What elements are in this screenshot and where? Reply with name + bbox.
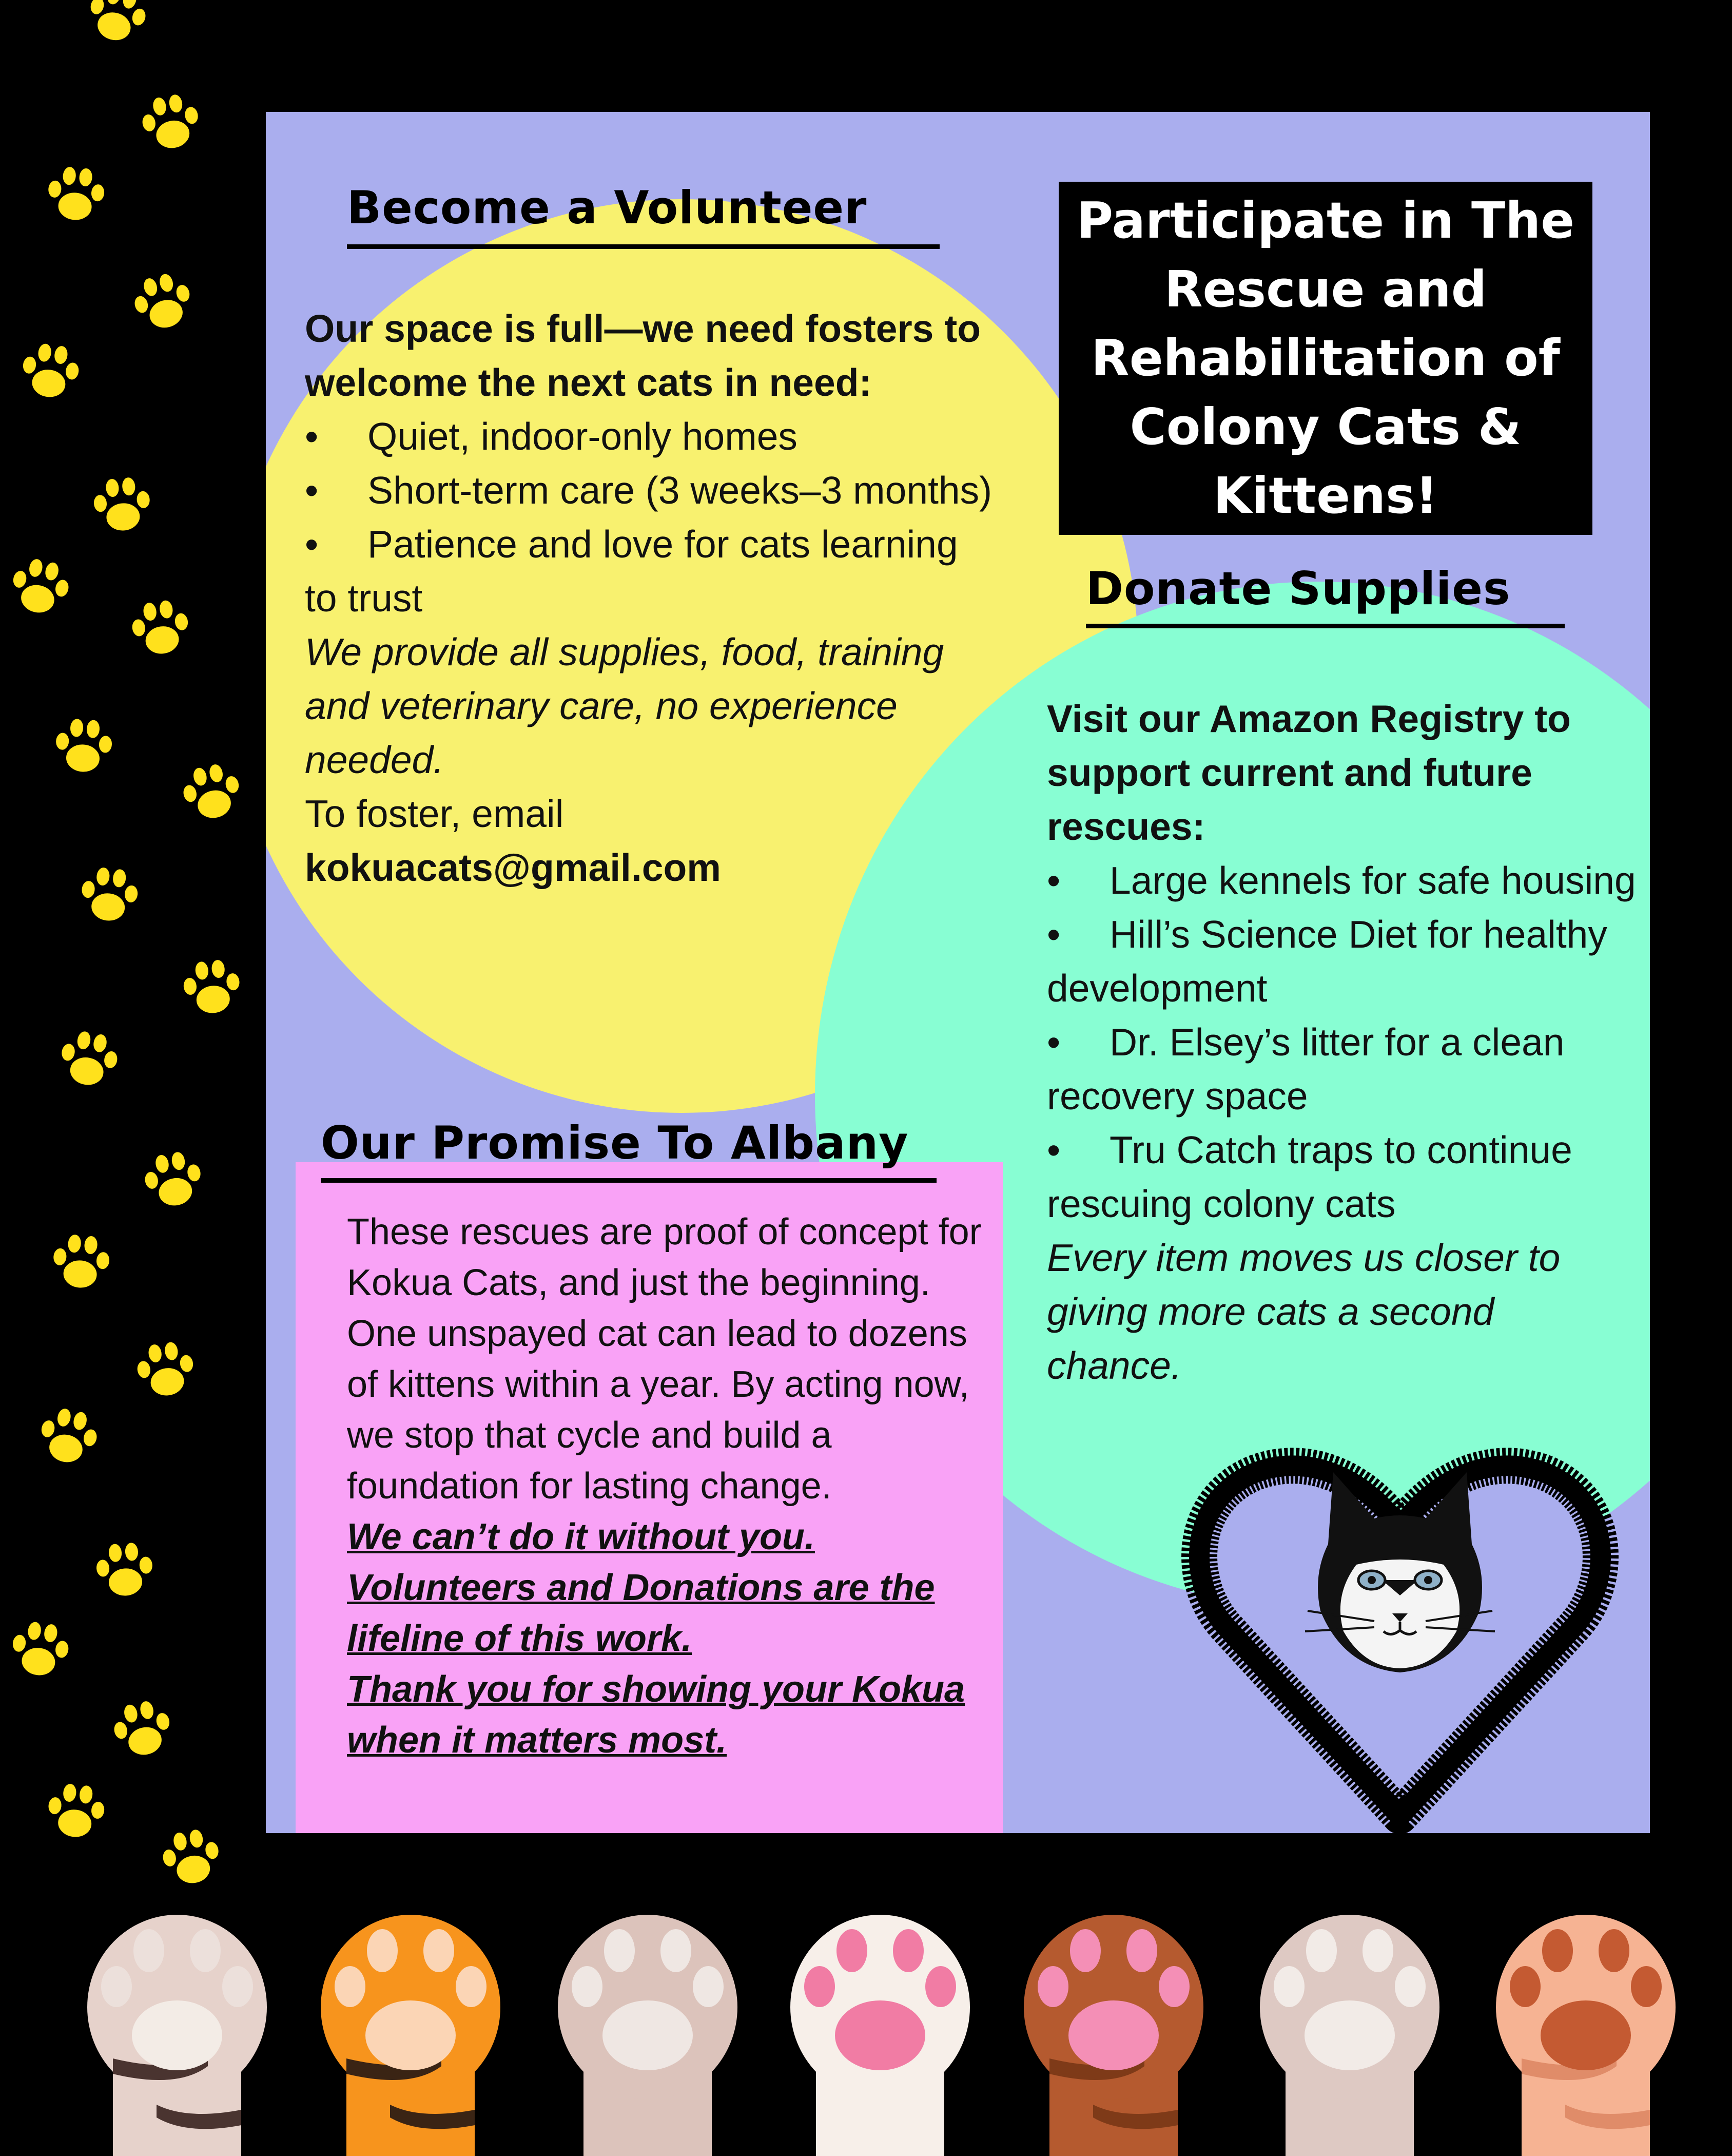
paw-print-icon xyxy=(178,760,245,824)
paw-print-icon xyxy=(56,1027,122,1090)
cat-paw-beige-icon xyxy=(558,1915,737,2156)
headline-box xyxy=(1059,182,1592,535)
paw-print-icon xyxy=(53,717,114,775)
promise-title-underline xyxy=(321,1178,937,1183)
volunteer-title-underline xyxy=(347,244,940,249)
content-panel xyxy=(266,112,1650,1833)
promise-emphasis: Volunteers and Donations are the lifeline of this work. xyxy=(347,1567,935,1659)
promise-body xyxy=(347,1207,994,1766)
paw-print-icon xyxy=(45,164,107,223)
promise-emphasis: We can’t do it without you. xyxy=(347,1516,815,1557)
cat-face-heart-icon xyxy=(1179,1426,1621,1833)
paw-print-icon xyxy=(181,957,243,1016)
donate-closing: Every item moves us closer to giving more cats a second chance. xyxy=(1047,1236,1561,1387)
paw-print-icon xyxy=(50,1232,112,1291)
paw-print-icon xyxy=(158,1825,224,1889)
donate-bullet: • Hill’s Science Diet for healthy development xyxy=(1047,913,1607,1010)
paw-print-icon xyxy=(7,554,74,619)
paw-print-icon xyxy=(109,1697,176,1761)
cat-paw-orange-tabby-icon xyxy=(321,1915,500,2156)
paw-print-trail xyxy=(0,0,267,1925)
promise-emphasis: Thank you for showing your Kokua when it matters most. xyxy=(347,1669,965,1761)
paw-print-icon xyxy=(35,1404,102,1469)
cat-paw-brown-icon xyxy=(1024,1915,1203,2156)
paw-print-icon xyxy=(78,864,141,924)
donate-bullet: • Large kennels for safe housing xyxy=(1047,859,1636,902)
paw-print-icon xyxy=(8,1619,73,1680)
paw-print-icon xyxy=(91,475,153,533)
cat-paws-row xyxy=(0,1889,1732,2156)
cat-paw-gray-icon xyxy=(1260,1915,1439,2156)
headline-text: Participate in The Rescue and Rehabilitation of Colony Cats & Kittens! xyxy=(1076,191,1575,525)
volunteer-body xyxy=(305,302,993,895)
promise-title: Our Promise To Albany xyxy=(321,1116,909,1169)
donate-bullet: • Tru Catch traps to continue rescuing colony cats xyxy=(1047,1128,1572,1225)
donate-title: Donate Supplies xyxy=(1086,562,1511,615)
volunteer-bullet: • Patience and love for cats learning to trust xyxy=(305,523,958,620)
promise-paragraph: These rescues are proof of concept for Kokua Cats, and just the beginning. One unspayed cat can lead to dozens of kittens within a year. By acting now, we stop that cycle and build a foundation for lasting change. xyxy=(347,1211,982,1507)
donate-title-underline xyxy=(1086,624,1565,628)
volunteer-note: We provide all supplies, food, training and veterinary care, no experience needed. xyxy=(305,630,944,781)
cat-paw-calico-icon xyxy=(87,1915,267,2156)
paw-print-icon xyxy=(94,1541,155,1599)
cat-paw-pink-icon xyxy=(790,1915,970,2156)
paw-print-icon xyxy=(133,1339,198,1400)
paw-print-icon xyxy=(128,268,198,335)
volunteer-title: Become a Volunteer xyxy=(347,181,867,234)
donate-bullet: • Dr. Elsey’s litter for a clean recovery space xyxy=(1047,1021,1565,1118)
volunteer-intro: Our space is full—we need fosters to welcome the next cats in need: xyxy=(305,307,981,404)
volunteer-bullet: • Short-term care (3 weeks–3 months) xyxy=(305,469,993,512)
paw-print-icon xyxy=(140,1148,206,1211)
donate-body xyxy=(1047,692,1637,1393)
volunteer-email[interactable]: kokuacats@gmail.com xyxy=(305,846,721,889)
paw-print-icon xyxy=(128,597,193,659)
paw-print-icon xyxy=(138,90,204,153)
volunteer-bullet: • Quiet, indoor-only homes xyxy=(305,415,797,458)
volunteer-contact-prefix: To foster, email xyxy=(305,792,564,835)
donate-intro: Visit our Amazon Registry to support current and future rescues: xyxy=(1047,697,1571,848)
paw-print-icon xyxy=(18,340,83,402)
cat-paw-peach-icon xyxy=(1496,1915,1676,2156)
paw-print-icon xyxy=(83,0,152,48)
paw-print-icon xyxy=(45,1781,107,1840)
